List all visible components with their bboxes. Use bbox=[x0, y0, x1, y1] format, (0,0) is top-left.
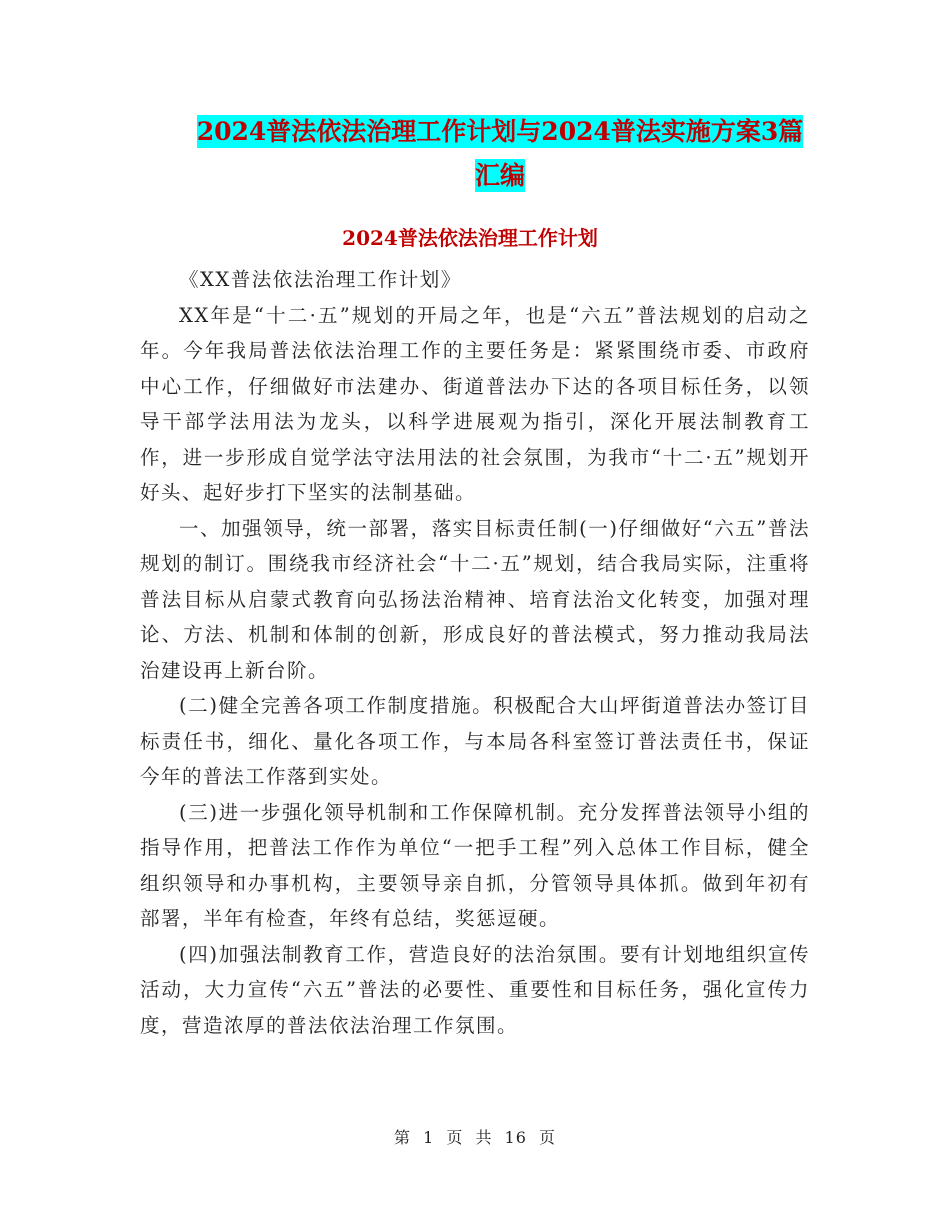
document-title-line-1: 2024普法依法治理工作计划与2024普法实施方案3篇 bbox=[196, 117, 804, 146]
document-title-line-2: 汇编 bbox=[474, 161, 525, 190]
page-number: 第 1 页 共 16 页 bbox=[394, 1128, 556, 1147]
paragraph: 《XX普法依法治理工作计划》 bbox=[179, 268, 462, 291]
paragraph: XX年是“十二·五”规划的开局之年，也是“六五”普法规划的启动之年。今年我局普法依法治理工作的主要任务是：紧紧围绕市委、市政府中心工作，仔细做好市法建办、街道普法办下达的各项目标任务，以领导干部学法用法为龙头，以科学进展观为指引，深化开展法制教育工作，进一步形成自觉学法守法用法的社会氛围，为我市“十二·五”规划开好头、起好步打下坚实的法制基础。 bbox=[140, 303, 810, 504]
document-title bbox=[120, 110, 880, 198]
document-body bbox=[140, 262, 810, 1043]
section-title: 2024普法依法治理工作计划 bbox=[342, 226, 598, 250]
paragraph: (二)健全完善各项工作制度措施。积极配合大山坪街道普法办签订目标责任书，细化、量化各项工作，与本局各科室签订普法责任书，保证今年的普法工作落到实处。 bbox=[140, 694, 810, 788]
paragraph: (三)进一步强化领导机制和工作保障机制。充分发挥普法领导小组的指导作用，把普法工作作为单位“一把手工程”列入总体工作目标，健全组织领导和办事机构，主要领导亲自抓，分管领导具体抓。做到年初有部署，半年有检查，年终有总结，奖惩逗硬。 bbox=[140, 800, 810, 930]
paragraph: 一、加强领导，统一部署，落实目标责任制(一)仔细做好“六五”普法规划的制订。围绕我市经济社会“十二·五”规划，结合我局实际，注重将普法目标从启蒙式教育向弘扬法治精神、培育法治文化转变，加强对理论、方法、机制和体制的创新，形成良好的普法模式，努力推动我局法治建设再上新台阶。 bbox=[140, 516, 810, 682]
paragraph: (四)加强法制教育工作，营造良好的法治氛围。要有计划地组织宣传活动，大力宣传“六五”普法的必要性、重要性和目标任务，强化宣传力度，营造浓厚的普法依法治理工作氛围。 bbox=[140, 942, 810, 1037]
